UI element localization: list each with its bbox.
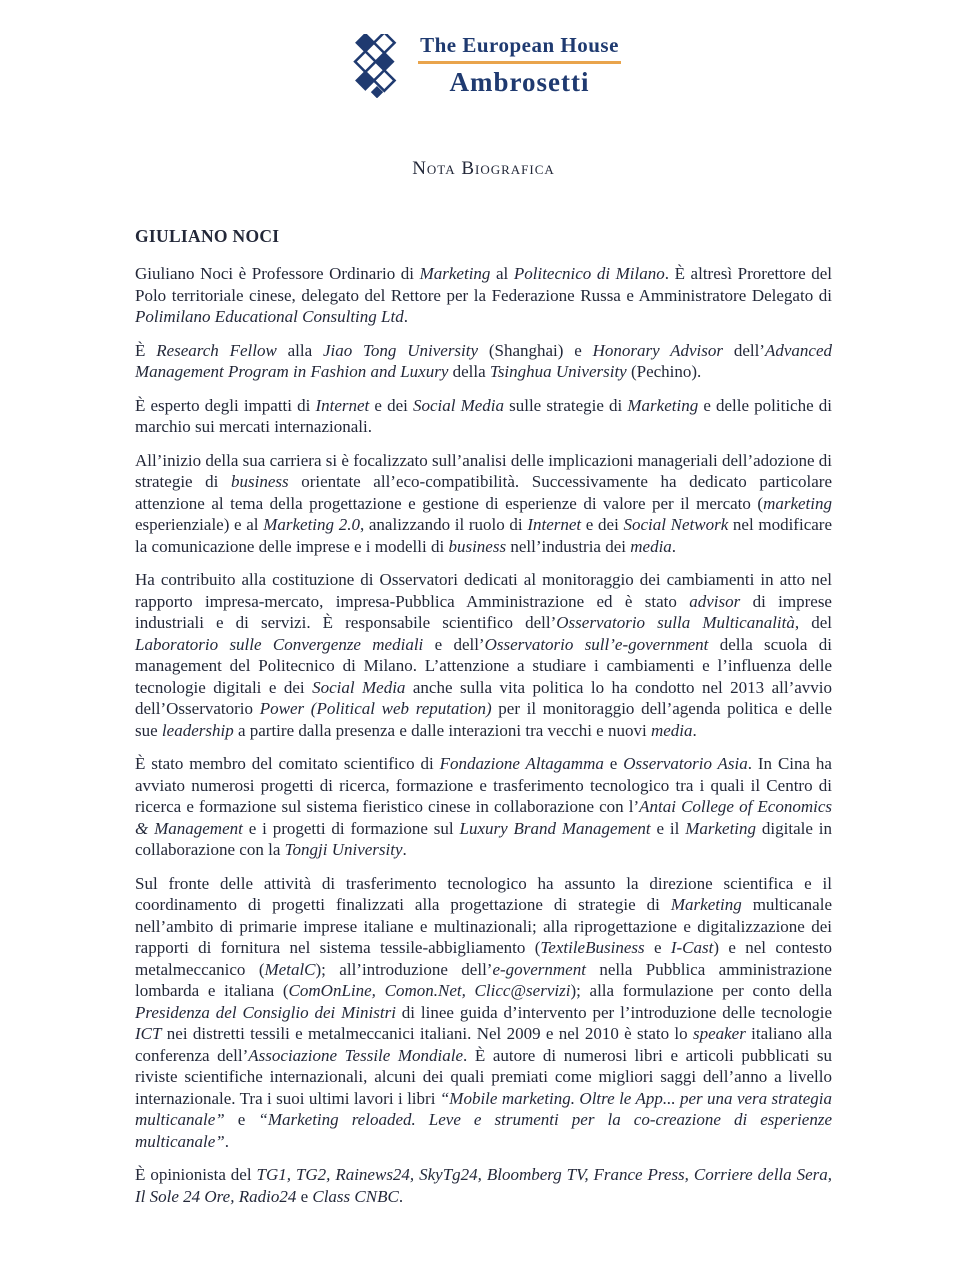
paragraph: È stato membro del comitato scientifico di Fondazione Altagamma e Osservatorio Asia. In Cina ha avviato numerosi progetti di ricerca, formazione e trasferimento tecnologico tra i quali il Centro di ricerca e formazione sul sistema fieristico cinese in collaborazione con l’Antai College of Economics & Management e i progetti di formazione sul Luxury Brand Management e il Marketing digitale in collaborazione con la Tongji University.	[135, 754, 832, 859]
paragraph: È esperto degli impatti di Internet e dei Social Media sulle strategie di Marketing e delle politiche di marchio sui mercati internazionali.	[135, 395, 832, 436]
logo-underline	[418, 61, 621, 64]
logo-line1: The European House	[420, 33, 619, 57]
paragraph: Giuliano Noci è Professore Ordinario di Marketing al Politecnico di Milano. È altresì Prorettore del Polo territoriale cinese, delegato del Rettore per la Federazione Russa e Amministratore Delegato di Polimilano Educational Consulting Ltd.	[135, 264, 832, 326]
logo-line2: Ambrosetti	[449, 67, 590, 97]
paragraph: Sul fronte delle attività di trasferimento tecnologico ha assunto la direzione scientifica e il coordinamento di progetti finalizzati alla progettazione di strategie di Marketing multicanale nell’ambito di primarie imprese italiane e multinazionali; alla riprogettazione e digitalizzazione dei rapporti di fornitura nel sistema tessile-abbigliamento (TextileBusiness e I-Cast) e nel contesto metalmeccanico (MetalC); all’introduzione dell’e-government nella Pubblica amministrazione lombarda e italiana (ComOnLine, Comon.Net, Clicc@servizi); alla formulazione per conto della Presidenza del Consiglio dei Ministri di linee guida d’intervento per l’introduzione delle tecnologie ICT nei distretti tessili e metalmeccanici italiani. Nel 2009 e nel 2010 è stato lo speaker italiano alla conferenza dell’Associazione Tessile Mondiale. È autore di numerosi libri e articoli pubblicati su riviste scientifiche internazionali, alcuni dei quali premiati come migliori saggi dell’anno a livello internazionale. Tra i suoi ultimi lavori i libri “Mobile marketing. Oltre le App... per una vera strategia multicanale” e “Marketing reloaded. Leve e strumenti per la co-creazione di esperienze multicanale”.	[135, 873, 833, 1151]
paragraph: All’inizio della sua carriera si è focalizzato sull’analisi delle implicazioni manageriali dell’adozione di strategie di business orientate all’eco-compatibilità. Successivamente ha dedicato particolare attenzione al tema della progettazione e gestione di esperienze di valore per il mercato (marketing esperienziale) e al Marketing 2.0, analizzando il ruolo di Internet e dei Social Network nel modificare la comunicazione delle imprese e i modelli di business nell’industria dei media.	[135, 450, 832, 556]
paragraph: È opinionista del TG1, TG2, Rainews24, SkyTg24, Bloomberg TV, France Press, Corriere della Sera, Il Sole 24 Ore, Radio24 e Class CNBC.	[135, 1165, 832, 1206]
logo-text	[418, 33, 621, 98]
person-name-heading: GIULIANO NOCI	[135, 226, 280, 246]
document-title: Nota Biografica	[412, 158, 555, 179]
ambrosetti-logo	[346, 33, 621, 98]
ambrosetti-diamonds-icon	[346, 34, 408, 98]
biography-body	[135, 263, 832, 1207]
paragraph: È Research Fellow alla Jiao Tong University (Shanghai) e Honorary Advisor dell’Advanced Management Program in Fashion and Luxury della Tsinghua University (Pechino).	[135, 340, 832, 381]
paragraph: Ha contribuito alla costituzione di Osservatori dedicati al monitoraggio dei cambiamenti in atto nel rapporto impresa-mercato, impresa-Pubblica Amministrazione ed è stato advisor di imprese industriali e di servizi. È responsabile scientifico dell’Osservatorio sulla Multicanalità, del Laboratorio sulle Convergenze mediali e dell’Osservatorio sull’e-government della scuola di management del Politecnico di Milano. L’attenzione a studiare i cambiamenti e l’influenza delle tecnologie digitali e dei Social Media anche sulla vita politica lo ha condotto nel 2013 all’avvio dell’Osservatorio Power (Political web reputation) per il monitoraggio dell’agenda politica e delle sue leadership a partire dalla presenza e dalle interazioni tra vecchi e nuovi media.	[135, 570, 833, 740]
